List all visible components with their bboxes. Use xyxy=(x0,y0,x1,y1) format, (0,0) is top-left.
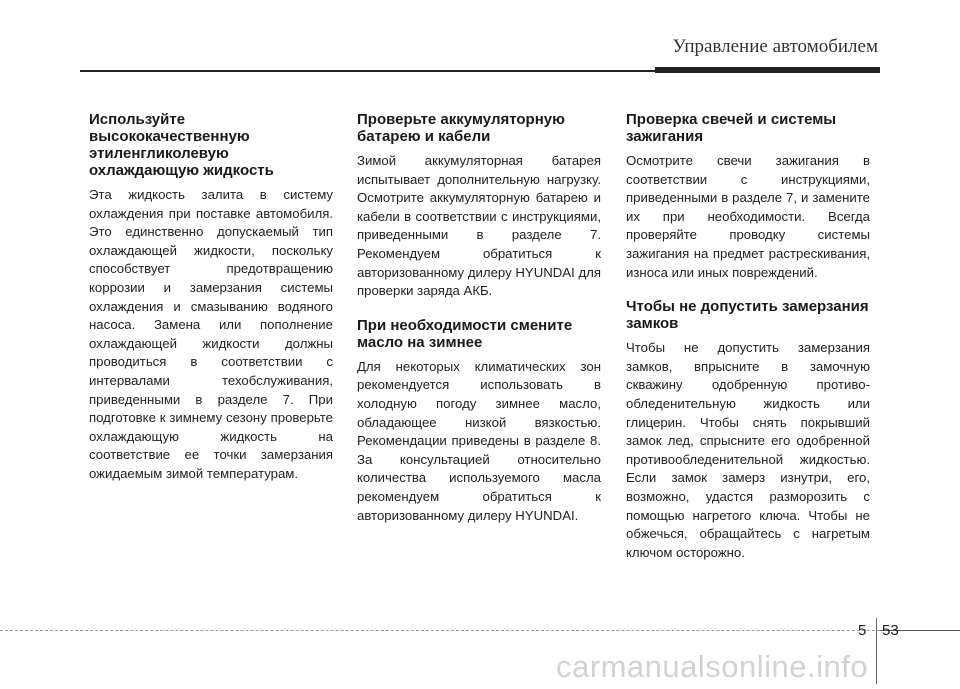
watermark: carmanualsonline.info xyxy=(556,649,869,684)
header-rule-accent xyxy=(655,67,880,73)
footer-dashed-line xyxy=(0,630,960,631)
section-heading-coolant: Используйте высококачественную этиленгликолевую охлаждающую жидкость xyxy=(89,111,274,179)
section-heading-oil: При необходимости смените масло на зимнее xyxy=(357,316,573,351)
page-number-separator xyxy=(876,618,877,684)
column-3 xyxy=(626,111,870,562)
section-body-oil: Для некоторых климатических зон рекомендуется использовать в холодную погоду зимнее масло, обладающее низкой вязкостью. Рекомендации приведены в разделе 8. За консультацией относительно количества используемого масла рекомендуем обратиться к авторизованному дилеру HYUNDAI. xyxy=(357,358,601,523)
section-heading-locks: Чтобы не допустить замерзания замков xyxy=(626,298,869,333)
section-heading-spark-plugs: Проверка свечей и системы зажигания xyxy=(626,111,837,145)
section-body-battery: Зимой аккумуляторная батарея испытывает дополнительную нагрузку. Осмотрите аккумуляторную батарею и кабели в соответствии с инструкциями, приведенными в разделе 7. Рекомендуем обратиться к авторизованному дилеру HYUNDAI для проверки заряда АКБ. xyxy=(357,153,601,299)
section-body-locks: Чтобы не допустить замерзания замков, впрысните в замочную скважину одобренную противо-обледенительную жидкость или глицерин. Чтобы снять покрывший замок лед, спрысните его одобренной противообледенительной жидкостью. Если замок замерз изнутри, его, возможно, удастся разморозить с помощью нагретого ключа. Чтобы не обжечься, обращайтесь с нагретым ключом осторожно. xyxy=(626,340,870,560)
section-number: 5 xyxy=(858,622,867,639)
page-header-title: Управление автомобилем xyxy=(672,36,878,57)
page-number: 53 xyxy=(882,622,899,639)
column-1 xyxy=(89,111,333,484)
section-body-coolant: Эта жидкость залита в систему охлаждения при поставке автомобиля. Это единственно допускаемый тип охлаждающей жидкости, поскольку способствует предотвращению коррозии и замерзания системы охлаждения и смазыванию водяного насоса. Замена или пополнение охлаждающей жидкости должны проводиться в соответствии с интервалами техобслуживания, приведенными в разделе 7. При подготовке к зимнему сезону проверьте охлаждающую жидкость на соответствие ее точки замерзания ожидаемым зимой температурам. xyxy=(89,187,333,481)
section-body-spark-plugs: Осмотрите свечи зажигания в соответствии с инструкциями, приведенными в разделе 7, и замените их при необходимости. Всегда проверяйте проводку системы зажигания на предмет растрескивания, износа или иных повреждений. xyxy=(626,153,870,280)
column-2 xyxy=(357,111,601,525)
section-heading-battery: Проверьте аккумуляторную батарею и кабели xyxy=(357,111,565,145)
